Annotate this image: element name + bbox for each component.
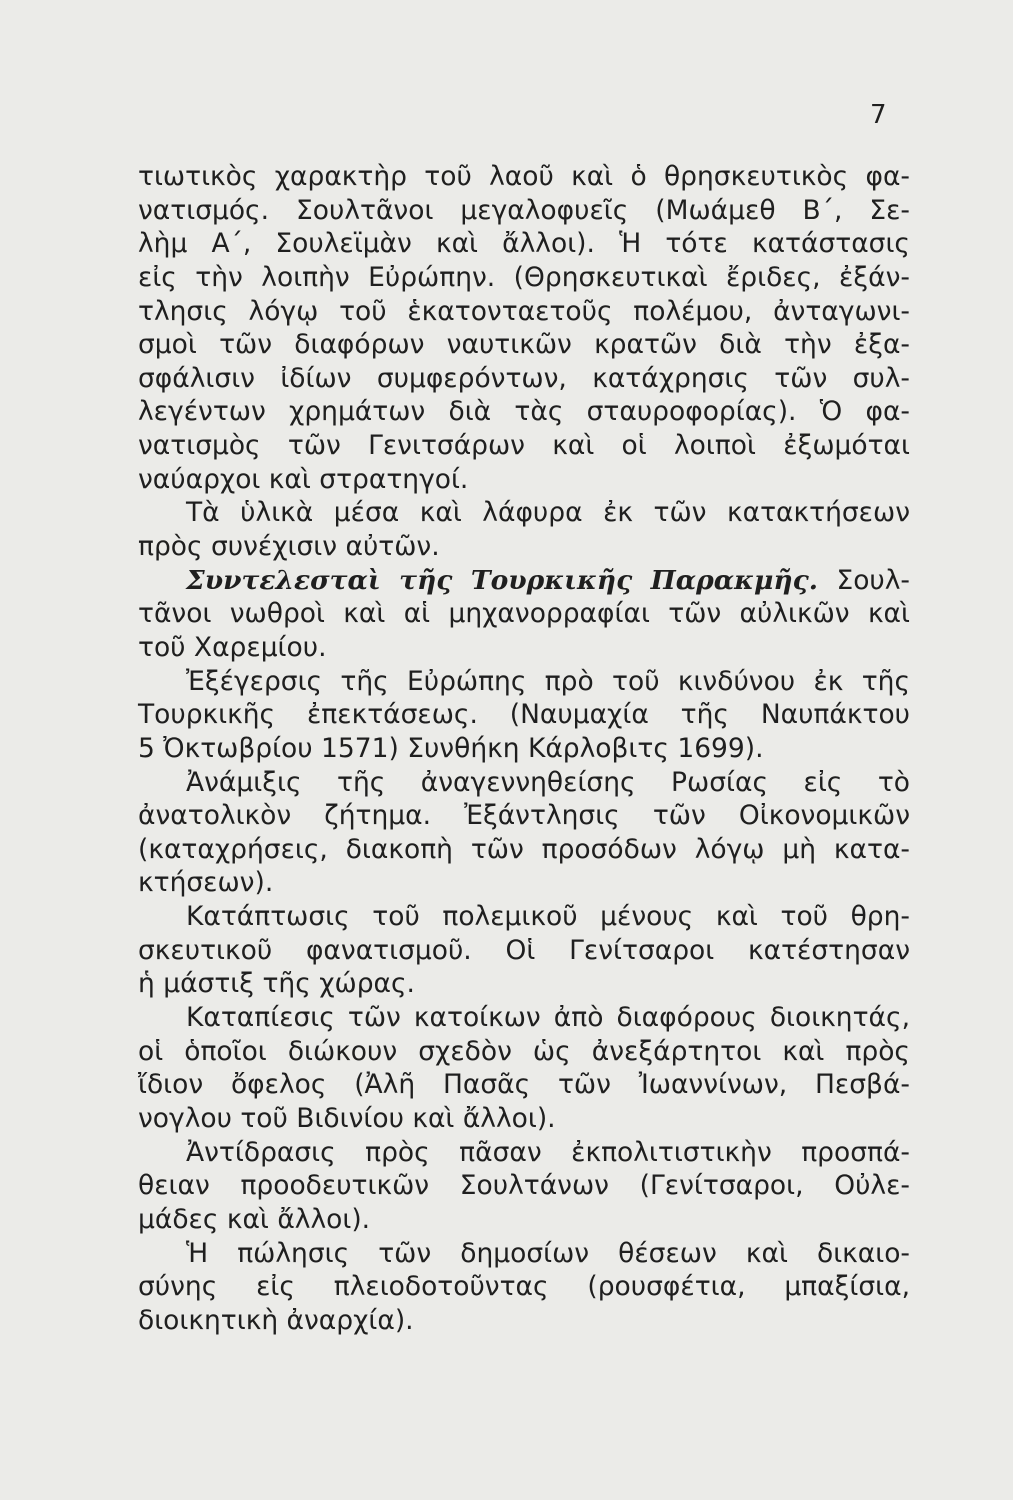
- text-line: ἡ μάστιξ τῆς χώρας.: [138, 968, 415, 1000]
- text-line: Καταπίεσις τῶν κατοίκων ἀπὸ διαφόρους διοικητάς,: [186, 1002, 910, 1034]
- text-line: νογλου τοῦ Βιδινίου καὶ ἄλλοι).: [138, 1102, 556, 1134]
- section-heading-line: [138, 564, 910, 598]
- text-line: ἀνατολικὸν ζήτημα. Ἐξάντλησις τῶν Οἰκονομικῶν: [138, 800, 910, 832]
- text-line: νατισμὸς τῶν Γενιτσάρων καὶ οἱ λοιποὶ ἐξωμόται: [138, 430, 910, 462]
- text-line: τοῦ Χαρεμίου.: [138, 631, 327, 663]
- text-line: τιωτικὸς χαρακτὴρ τοῦ λαοῦ καὶ ὁ θρησκευτικὸς φα-: [138, 161, 910, 192]
- text-line: σφάλισιν ἰδίων συμφερόντων, κατάχρησις τῶν συλ-: [138, 362, 910, 394]
- text-line: τᾶνοι νωθροὶ καὶ αἱ μηχανορραφίαι τῶν αὐλικῶν καὶ: [138, 598, 910, 630]
- text-line: Κατάπτωσις τοῦ πολεμικοῦ μένους καὶ τοῦ θρη-: [186, 901, 910, 933]
- text-line: 5 Ὀκτωβρίου 1571) Συνθήκη Κάρλοβιτς 1699).: [138, 732, 764, 764]
- text-line: σύνης εἰς πλειοδοτοῦντας (ρουσφέτια, μπαξίσια,: [138, 1271, 910, 1303]
- text-line: σμοὶ τῶν διαφόρων ναυτικῶν κρατῶν διὰ τὴν ἐξα-: [138, 329, 910, 361]
- text-line: εἰς τὴν λοιπὴν Εὐρώπην. (Θρησκευτικαὶ ἔριδες, ἐξάν-: [138, 261, 910, 293]
- text-line: διοικητικὴ ἀναρχία).: [138, 1304, 414, 1336]
- text-line: πρὸς συνέχισιν αὐτῶν.: [138, 531, 440, 563]
- text-line: τλησις λόγῳ τοῦ ἑκατονταετοῦς πολέμου, ἀνταγωνι-: [138, 295, 910, 327]
- section-heading: Συντελεσταὶ τῆς Τουρκικῆς Παρακμῆς.: [186, 564, 837, 596]
- text-line: νατισμός. Σουλτᾶνοι μεγαλοφυεῖς (Μωάμεθ Β΄, Σε-: [138, 194, 910, 226]
- text-line: κτήσεων).: [138, 867, 274, 899]
- text-line: Ἀντίδρασις πρὸς πᾶσαν ἐκπολιτιστικὴν προσπά-: [186, 1136, 910, 1168]
- text-line: οἱ ὁποῖοι διώκουν σχεδὸν ὡς ἀνεξάρτητοι καὶ πρὸς: [138, 1035, 910, 1067]
- text-line: μάδες καὶ ἄλλοι).: [138, 1203, 371, 1235]
- text-line: λεγέντων χρημάτων διὰ τὰς σταυροφορίας). Ὁ φα-: [138, 396, 910, 428]
- text-line: θειαν προοδευτικῶν Σουλτάνων (Γενίτσαροι, Οὐλε-: [138, 1170, 910, 1202]
- text-line: Ἀνάμιξις τῆς ἀναγεννηθείσης Ρωσίας εἰς τὸ: [186, 766, 910, 798]
- text-line: σκευτικοῦ φανατισμοῦ. Οἱ Γενίτσαροι κατέστησαν: [138, 934, 910, 966]
- text-line: Τὰ ὑλικὰ μέσα καὶ λάφυρα ἐκ τῶν κατακτήσεων: [186, 497, 910, 529]
- text-line: λὴμ Α΄, Σουλεϊμὰν καὶ ἄλλοι). Ἡ τότε κατάστασις: [138, 228, 910, 260]
- text-line: Ἡ πώλησις τῶν δημοσίων θέσεων καὶ δικαιο-: [186, 1237, 910, 1269]
- text-line: Τουρκικῆς ἐπεκτάσεως. (Ναυμαχία τῆς Ναυπάκτου: [138, 699, 910, 731]
- text-line: Ἐξέγερσις τῆς Εὐρώπης πρὸ τοῦ κινδύνου ἐκ τῆς: [186, 665, 910, 697]
- text-line: ἴδιον ὄφελος (Ἀλῆ Πασᾶς τῶν Ἰωαννίνων, Πεσβά-: [138, 1069, 910, 1101]
- page-number: 7: [870, 100, 887, 130]
- body-text: [138, 160, 910, 1337]
- text-line: (καταχρήσεις, διακοπὴ τῶν προσόδων λόγῳ μὴ κατα-: [138, 833, 910, 865]
- text-line: ναύαρχοι καὶ στρατηγοί.: [138, 463, 469, 495]
- text-fragment: Σουλ-: [836, 564, 910, 596]
